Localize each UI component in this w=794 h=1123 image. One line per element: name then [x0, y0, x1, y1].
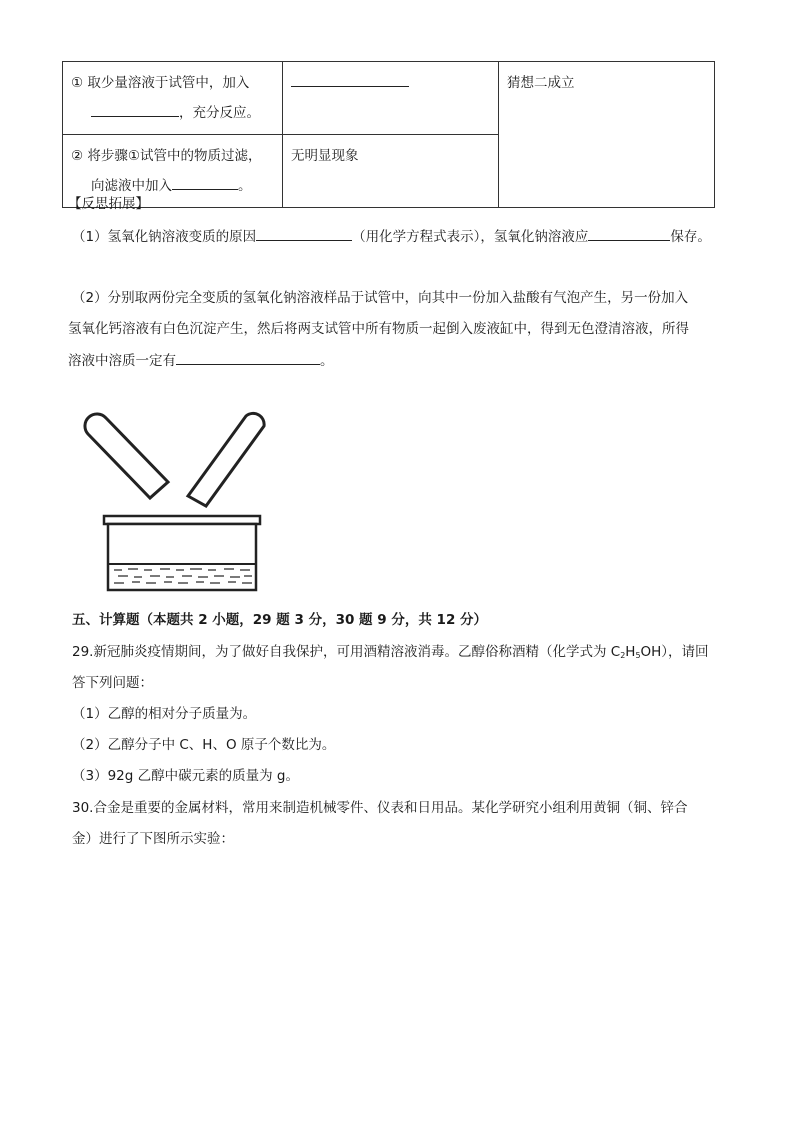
step-2-line-2: 向滤液中加入	[91, 178, 172, 194]
question-2-line-2: 氢氧化钙溶液有白色沉淀产生，然后将两支试管中所有物质一起倒入废液缸中，得到无色澄清溶液，所得	[68, 321, 689, 337]
waste-tank-icon	[104, 516, 260, 590]
answer-blank[interactable]	[172, 175, 238, 190]
question-30-line-2: 金）进行了下图所示实验：	[72, 831, 234, 847]
table-cell-conclusion	[499, 62, 715, 208]
right-test-tube-icon	[188, 413, 264, 506]
table-cell-step-2: ② 将步骤①试管中的物质过滤， 向滤液中加入 。	[63, 135, 283, 208]
question-29-line-2: 答下列问题：	[72, 675, 153, 691]
answer-blank[interactable]	[176, 350, 320, 365]
phenomenon-text: 无明显现象	[291, 148, 359, 164]
step-1-line-2: ，充分反应。	[179, 105, 260, 121]
section-5-heading: 五、计算题（本题共 2 小题，29 题 3 分，30 题 9 分，共 12 分）	[72, 612, 488, 628]
reflection-heading: 【反思拓展】	[68, 196, 149, 212]
table-cell-phenomenon-2	[283, 135, 499, 208]
table-cell-phenomenon-1	[283, 62, 499, 135]
question-29-line-1: 29.新冠肺炎疫情期间，为了做好自我保护，可用酒精溶液消毒。乙醇俗称酒精（化学式为 $C_2H_5OH$），请回	[72, 644, 709, 660]
question-29-part-3: （3）92g 乙醇中碳元素的质量为 g。	[72, 768, 299, 784]
step-2-line-1: ② 将步骤①试管中的物质过滤，	[71, 148, 262, 164]
question-30-line-1: 30.合金是重要的金属材料，常用来制造机械零件、仪表和日用品。某化学研究小组利用黄铜（铜、锌合	[72, 800, 688, 816]
question-29-part-2: （2）乙醇分子中 C、H、O 原子个数比为。	[72, 737, 336, 753]
table-cell-step-1	[63, 62, 283, 135]
answer-blank[interactable]	[91, 102, 179, 117]
question-2-line-3: 溶液中溶质一定有 。	[68, 350, 334, 371]
test-tubes-waste-tank-figure	[78, 404, 268, 594]
experiment-table	[62, 61, 715, 208]
answer-blank[interactable]	[291, 72, 409, 87]
question-2-line-1: （2）分别取两份完全变质的氢氧化钠溶液样品于试管中，向其中一份加入盐酸有气泡产生，另一份加入	[72, 290, 689, 306]
conclusion-text: 猜想二成立	[507, 75, 575, 91]
left-test-tube-icon	[85, 414, 168, 498]
step-1-line-1: ① 取少量溶液于试管中，加入	[71, 75, 250, 91]
question-29-part-1: （1）乙醇的相对分子质量为。	[72, 706, 257, 722]
table-row	[63, 62, 715, 135]
answer-blank[interactable]	[588, 226, 670, 241]
question-1: （1）氢氧化钠溶液变质的原因 （用化学方程式表示），氢氧化钠溶液应 保存。	[72, 226, 711, 247]
answer-blank[interactable]	[256, 226, 352, 241]
